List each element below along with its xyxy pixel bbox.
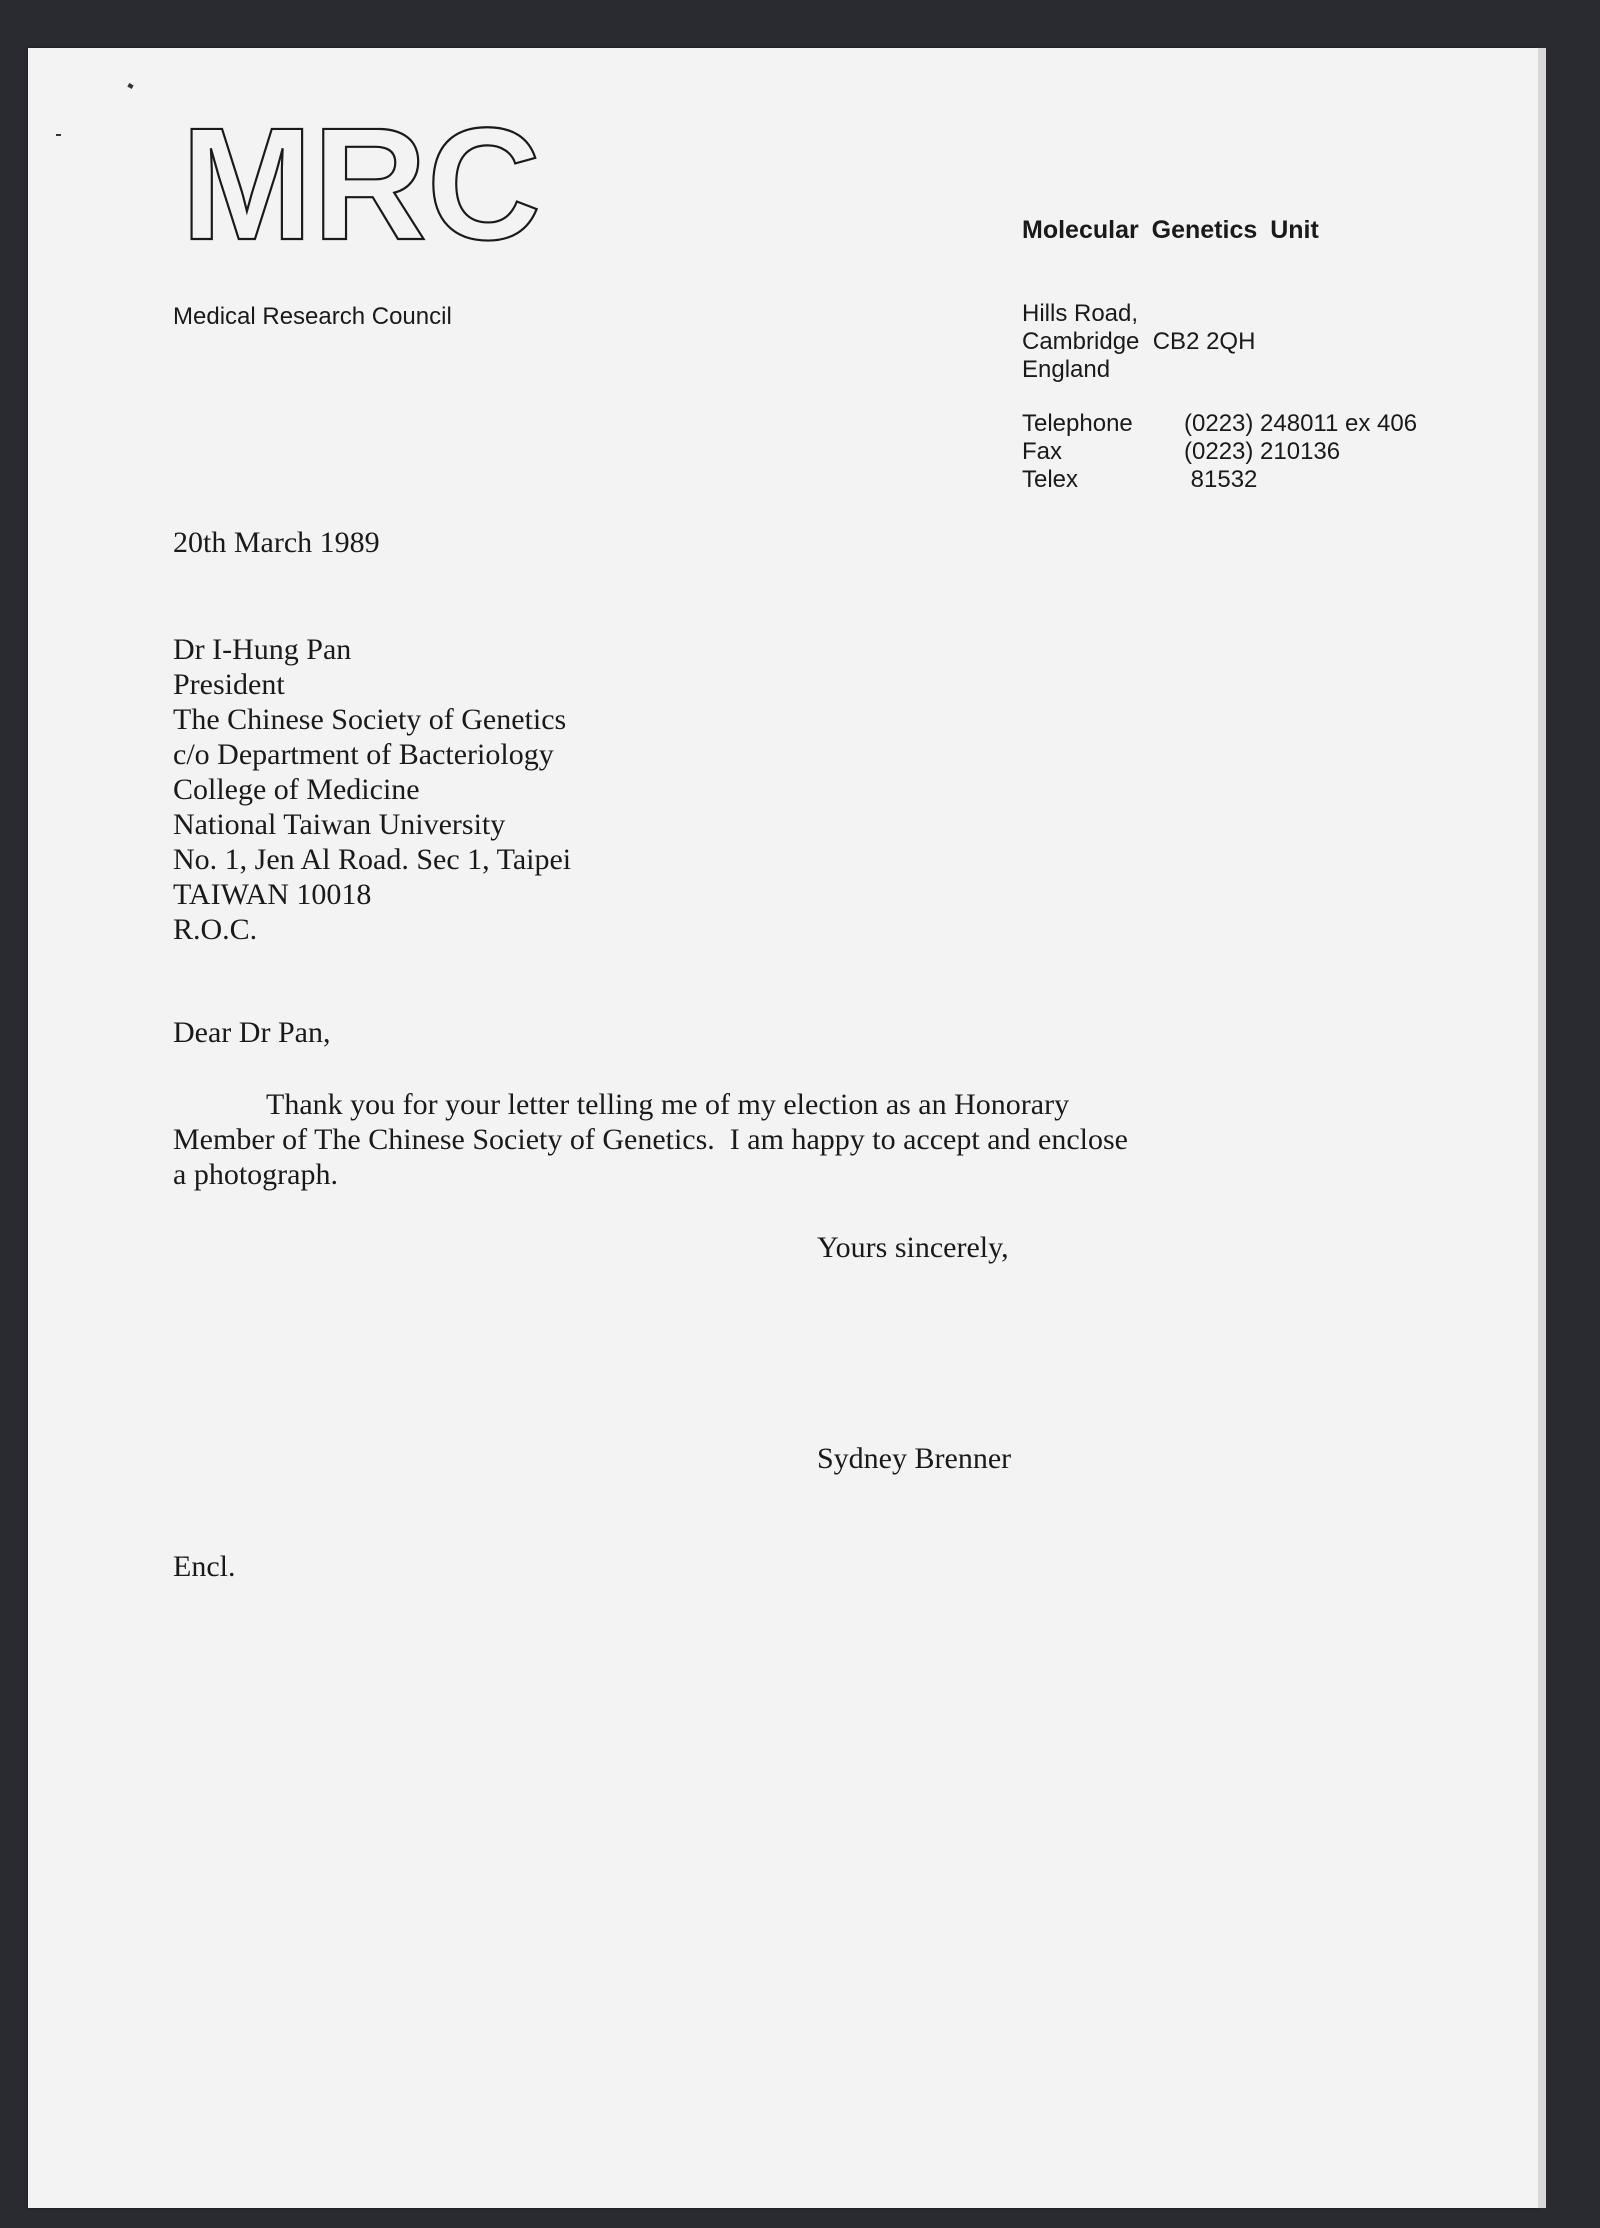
contact-value: (0223) 248011 ex 406 [1184, 410, 1418, 437]
recipient-line: National Taiwan University [173, 808, 506, 841]
address-line: Cambridge CB2 2QH [1022, 328, 1256, 355]
contact-row-telex [1022, 466, 1417, 494]
enclosure-note: Encl. [173, 1550, 236, 1583]
letter-body [173, 1087, 1333, 1192]
recipient-line: Dr I-Hung Pan [173, 633, 352, 666]
page-edge [1538, 48, 1546, 2208]
address-block [1022, 300, 1255, 384]
recipient-line: The Chinese Society of Genetics [173, 703, 567, 736]
recipient-line: c/o Department of Bacteriology [173, 738, 554, 771]
address-line: England [1022, 356, 1111, 383]
contact-value: (0223) 210136 [1184, 438, 1341, 465]
closing: Yours sincerely, [817, 1231, 1009, 1264]
contact-row-fax [1022, 438, 1417, 466]
contact-label: Fax [1022, 438, 1063, 465]
contact-label: Telex [1022, 466, 1079, 493]
unit-name: Molecular Genetics Unit [1022, 216, 1319, 244]
paper-speck [56, 134, 61, 136]
organization-name: Medical Research Council [173, 303, 452, 330]
signer-name: Sydney Brenner [817, 1442, 1012, 1475]
contact-label: Telephone [1022, 410, 1133, 437]
salutation: Dear Dr Pan, [173, 1016, 331, 1049]
recipient-line: President [173, 668, 285, 701]
body-line: Member of The Chinese Society of Genetics. I am happy to accept and enclose [173, 1123, 1128, 1156]
body-line: Thank you for your letter telling me of my election as an Honorary [266, 1088, 1070, 1121]
address-line: Hills Road, [1022, 300, 1139, 327]
mrc-logo [177, 87, 547, 247]
recipient-line: College of Medicine [173, 773, 420, 806]
contact-row-telephone [1022, 410, 1417, 438]
recipient-address [173, 632, 571, 947]
letter-date: 20th March 1989 [173, 526, 380, 559]
body-line: a photograph. [173, 1158, 338, 1191]
contact-value: 81532 [1184, 466, 1258, 493]
recipient-line: No. 1, Jen Al Road. Sec 1, Taipei [173, 843, 572, 876]
recipient-line: R.O.C. [173, 913, 258, 946]
contact-block [1022, 410, 1417, 494]
logo-text: MRC [181, 94, 541, 247]
recipient-line: TAIWAN 10018 [173, 878, 372, 911]
